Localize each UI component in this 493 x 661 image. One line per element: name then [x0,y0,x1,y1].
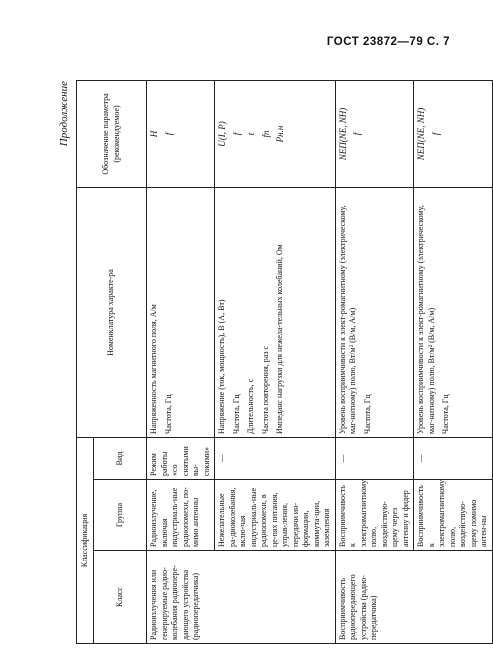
table-row [335,80,414,643]
symbol-header: Обозначение параметра (рекомендуемое) [77,80,147,187]
table-row [147,80,215,643]
symbol-cell: NEП(NE, NH) f [414,80,493,187]
continuation-label: Продолжение [58,81,70,147]
nomenclature-cell: Уровень восприимчивости к элект-ромагнитному (электрическому, маг-нитному) полю, Вт/м² (В/м, А/м) Частота, Гц [414,187,493,437]
kind-cell: — [414,437,493,479]
kind-cell: Режим работы «со снятыми вы-сокими» [147,437,215,479]
classification-table [76,80,493,644]
group-cell: Восприимчивость к электромагнитному полю, воздействую-щему помимо антен-ны [414,480,493,551]
kind-header: Вид [94,437,147,479]
symbol-cell: H f [147,80,215,187]
nomenclature-cell: Напряжение (ток, мощность), В (А, Вт) Частота, Гц Длительность, с Частота повторения, раз с Импеданс нагрузки для нежела-тельных колебаний, Ом [215,187,336,437]
kind-cell: — [335,437,414,479]
symbol-cell: U(I, P) f t fп Pн.н [215,80,336,187]
class-header: Класс [94,551,147,644]
group-cell: Нежелательные ра-диоколебания, вклю-чая индустриаль-ные радиопомехи, в це-пях питания, управ-ления, передачи ин-формации, коммута-ции, заземления [215,480,336,551]
group-header: Группа [94,480,147,551]
kind-cell: — [215,437,336,479]
nomenclature-cell: Напряженность магнитного поля, А/м Частота, Гц [147,187,215,437]
symbol-cell: NEП(NE, NH) f [335,80,414,187]
group-cell: Радиоизлучение, включая индустриаль-ные радиопомехи, по-мимо антенны [147,480,215,551]
group-cell: Восприимчивость к электромагнитному полю, воздействую-щему через антенну и фидер [335,480,414,551]
class-cell: Радиоизлучения или генерируемые радио-колебания радиопере-дающего устройства (радиопередатчика) [147,551,336,644]
classification-header: Классификация [77,437,94,643]
page-header: ГОСТ 23872—79 С. 7 [326,36,450,48]
rotated-table-block [58,81,488,644]
nomenclature-header: Номенклатура характе-ра [77,187,147,437]
nomenclature-cell: Уровень восприимчивости к элект-ромагнитному (электрическому, маг-нитному) полю, Вт/м² (В/м, А/м) Частота, Гц [335,187,414,437]
class-cell: Восприимчивость радиопередающего устройства (радио-передатчика) [335,551,492,644]
